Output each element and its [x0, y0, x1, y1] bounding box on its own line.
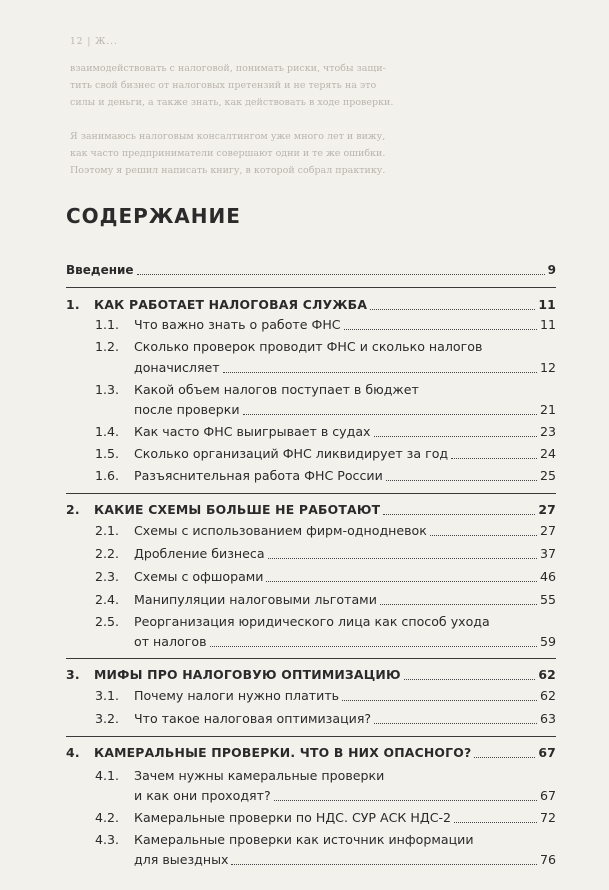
toc-section[interactable]: [95, 832, 556, 848]
chapter-title: МИФЫ ПРО НАЛОГОВУЮ ОПТИМИЗАЦИЮ: [94, 667, 401, 682]
leader-dots: [344, 329, 537, 330]
toc-page-number: 67: [538, 745, 556, 760]
toc-section[interactable]: [95, 468, 556, 484]
toc-chapter-3[interactable]: [66, 667, 556, 683]
toc-page-number: 72: [539, 810, 556, 825]
toc-chapter-1[interactable]: [66, 297, 556, 313]
leader-dots: [266, 581, 537, 582]
leader-dots: [137, 274, 545, 275]
toc-section[interactable]: [95, 810, 556, 826]
bleed-line: силы и деньги, а также знать, как действовать в ходе проверки.: [70, 97, 394, 108]
leader-dots: [430, 535, 537, 536]
toc-page-number: 24: [539, 446, 556, 461]
leader-dots: [370, 309, 535, 310]
section-title: Какой объем налогов поступает в бюджет: [134, 382, 419, 397]
toc-section[interactable]: [95, 569, 556, 585]
leader-dots: [404, 679, 536, 680]
toc-page-number: 67: [539, 788, 556, 803]
toc-entry-title: Введение: [66, 263, 134, 277]
section-title: Почему налоги нужно платить: [134, 688, 340, 703]
bleed-line: Поэтому я решил написать книгу, в которой собрал практику.: [70, 165, 386, 176]
chapter-number: 1.: [66, 297, 80, 312]
bleed-line: взаимодействовать с налоговой, понимать риски, чтобы защи-: [70, 63, 386, 74]
section-title: Разъяснительная работа ФНС России: [134, 468, 383, 483]
section-number: 1.6.: [95, 468, 120, 483]
toc-page-number: 76: [539, 852, 556, 867]
toc-page-number: 55: [539, 592, 556, 607]
leader-dots: [474, 757, 535, 758]
leader-dots: [223, 372, 537, 373]
leader-dots: [342, 700, 537, 701]
toc-section[interactable]: [95, 711, 556, 727]
section-number: 2.4.: [95, 592, 120, 607]
bleed-line: как часто предприниматели совершают одни и те же ошибки.: [70, 148, 386, 159]
section-number: 4.1.: [95, 768, 120, 783]
section-number: 2.5.: [95, 614, 120, 629]
toc-page-number: 11: [538, 297, 556, 312]
toc-page-number: 27: [539, 523, 556, 538]
toc-page-number: 62: [539, 688, 556, 703]
toc-heading: СОДЕРЖАНИЕ: [66, 204, 241, 228]
toc-section[interactable]: [95, 339, 556, 355]
leader-dots: [386, 480, 537, 481]
section-number: 1.5.: [95, 446, 120, 461]
toc-section[interactable]: [95, 382, 556, 398]
section-number: 3.1.: [95, 688, 120, 703]
toc-page-number: 46: [539, 569, 556, 584]
section-number: 1.1.: [95, 317, 120, 332]
toc-chapter-2[interactable]: [66, 502, 556, 518]
section-title: Что важно знать о работе ФНС: [134, 317, 341, 332]
section-title-continued: доначисляет: [134, 360, 220, 375]
section-number: 1.2.: [95, 339, 120, 354]
chapter-divider: [66, 493, 556, 494]
toc-page-number: 23: [539, 424, 556, 439]
section-number: 1.4.: [95, 424, 120, 439]
chapter-number: 4.: [66, 745, 80, 760]
leader-dots: [374, 723, 537, 724]
chapter-title: КАМЕРАЛЬНЫЕ ПРОВЕРКИ. ЧТО В НИХ ОПАСНОГО?: [94, 745, 472, 760]
toc-page-number: 62: [538, 667, 556, 682]
section-number: 1.3.: [95, 382, 120, 397]
section-number: 2.1.: [95, 523, 120, 538]
toc-page-number: 37: [539, 546, 556, 561]
bleed-line: тить свой бизнес от налоговых претензий и не терять на это: [70, 80, 377, 91]
toc-page-number: 12: [539, 360, 556, 375]
leader-dots: [274, 800, 537, 801]
section-title: Реорганизация юридического лица как способ ухода: [134, 614, 490, 629]
toc-section-continued[interactable]: [95, 788, 556, 804]
bleed-line: Я занимаюсь налоговым консалтингом уже много лет и вижу,: [70, 131, 386, 142]
chapter-number: 2.: [66, 502, 80, 517]
leader-dots: [210, 646, 537, 647]
section-title: Что такое налоговая оптимизация?: [134, 711, 372, 726]
leader-dots: [383, 514, 535, 515]
toc-page-number: 11: [539, 317, 556, 332]
toc-page-number: 25: [539, 468, 556, 483]
toc-section[interactable]: [95, 768, 556, 784]
section-number: 4.3.: [95, 832, 120, 847]
toc-section-continued[interactable]: [95, 402, 556, 418]
toc-section[interactable]: [95, 592, 556, 608]
section-title: Зачем нужны камеральные проверки: [134, 768, 385, 783]
toc-section[interactable]: [95, 424, 556, 440]
section-title: Схемы с использованием фирм-однодневок: [134, 523, 427, 538]
chapter-divider: [66, 736, 556, 737]
leader-dots: [231, 864, 536, 865]
leader-dots: [374, 436, 537, 437]
section-title: Камеральные проверки как источник информации: [134, 832, 474, 847]
toc-section[interactable]: [95, 614, 556, 630]
toc-page-number: 63: [539, 711, 556, 726]
section-title: Манипуляции налоговыми льготами: [134, 592, 377, 607]
section-title-continued: после проверки: [134, 402, 240, 417]
toc-entry-intro[interactable]: [66, 262, 556, 278]
toc-section-continued[interactable]: [95, 634, 556, 650]
section-title-continued: и как они проходят?: [134, 788, 271, 803]
leader-dots: [380, 604, 537, 605]
toc-page-number: 27: [538, 502, 556, 517]
section-title: Как часто ФНС выигрывает в судах: [134, 424, 371, 439]
leader-dots: [454, 822, 537, 823]
toc-section[interactable]: [95, 446, 556, 462]
section-title: Сколько проверок проводит ФНС и сколько налогов: [134, 339, 483, 354]
toc-section[interactable]: [95, 317, 556, 333]
toc-chapter-4[interactable]: [66, 745, 556, 761]
bleed-header: 12 | Ж...: [70, 37, 118, 47]
toc-section-continued[interactable]: [95, 852, 556, 868]
leader-dots: [268, 558, 537, 559]
section-title-continued: от налогов: [134, 634, 207, 649]
toc-page-number: 59: [539, 634, 556, 649]
chapter-number: 3.: [66, 667, 80, 682]
section-number: 3.2.: [95, 711, 120, 726]
section-number: 2.3.: [95, 569, 120, 584]
leader-dots: [451, 458, 537, 459]
chapter-title: КАКИЕ СХЕМЫ БОЛЬШЕ НЕ РАБОТАЮТ: [94, 502, 381, 517]
toc-section[interactable]: [95, 523, 556, 539]
chapter-divider: [66, 658, 556, 659]
leader-dots: [243, 414, 537, 415]
section-title-continued: для выездных: [134, 852, 229, 867]
chapter-title: КАК РАБОТАЕТ НАЛОГОВАЯ СЛУЖБА: [94, 297, 368, 312]
section-title: Дробление бизнеса: [134, 546, 265, 561]
chapter-divider: [66, 287, 556, 288]
toc-section[interactable]: [95, 688, 556, 704]
toc-section-continued[interactable]: [95, 360, 556, 376]
section-number: 4.2.: [95, 810, 120, 825]
section-title: Сколько организаций ФНС ликвидирует за год: [134, 446, 449, 461]
section-number: 2.2.: [95, 546, 120, 561]
toc-page-number: 9: [547, 263, 556, 277]
section-title: Схемы с офшорами: [134, 569, 264, 584]
section-title: Камеральные проверки по НДС. СУР АСК НДС-2: [134, 810, 452, 825]
toc-section[interactable]: [95, 546, 556, 562]
toc-page-number: 21: [539, 402, 556, 417]
